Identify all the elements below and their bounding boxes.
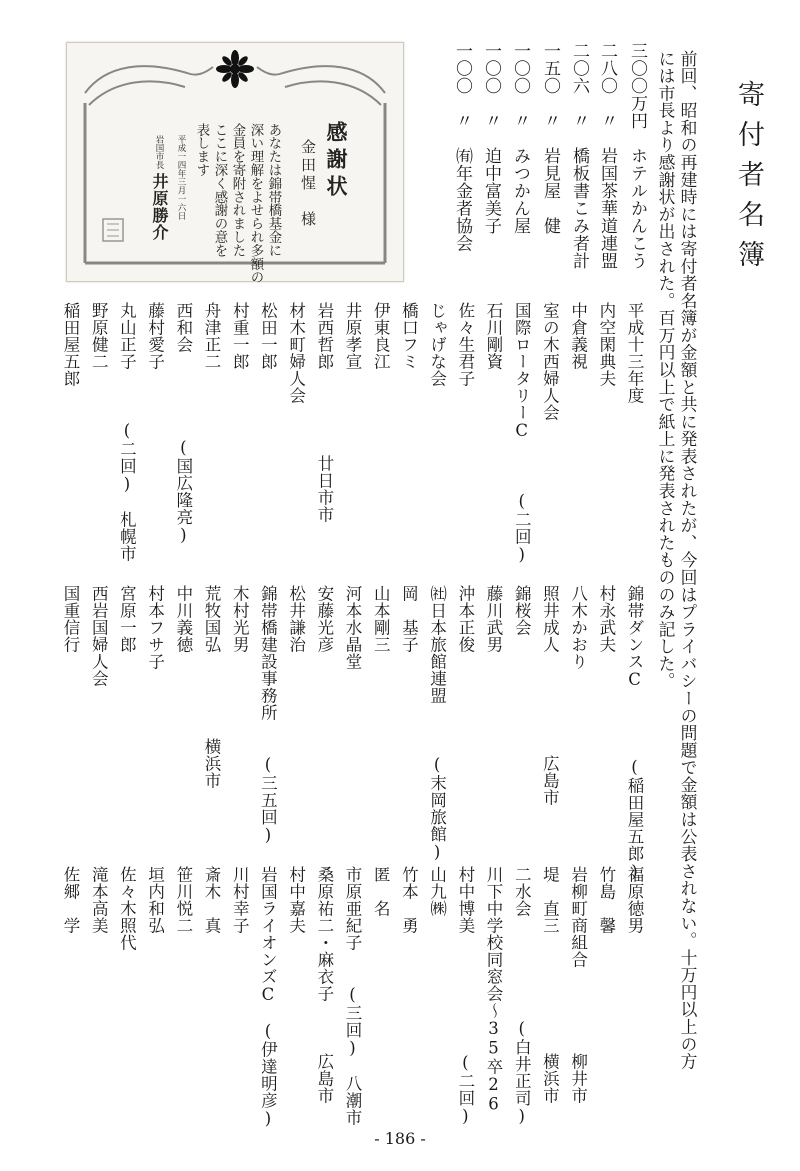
certificate-body-line: あなたは錦帯橋基金に (266, 123, 281, 257)
donor-entry: 丸山正子 (二回) 札幌市 (117, 302, 137, 562)
donor-entry: 橋口フミ (399, 302, 419, 370)
certificate-signer-role: 岩国市長 (154, 135, 164, 169)
donor-entry: じゃげな会 (427, 302, 447, 387)
donor-entry: 佐々木照代 (117, 866, 137, 951)
donor-entry: 藤川武男 (484, 585, 503, 653)
donor-entry: 荒牧国弘 横浜市 (202, 585, 221, 789)
donor-entry: ㈳日本旅館連盟 (末岡旅館) (427, 585, 447, 862)
donor-entry: 堤 直三 横浜市 (540, 866, 560, 1104)
donor-entry: 村重一郎 (230, 302, 250, 370)
donor-entry: 桑原祐二・麻衣子 広島市 (314, 866, 334, 1104)
donor-entry: 村永武夫 (596, 585, 616, 653)
donor-entry: 宮原一郎 (117, 585, 137, 653)
donor-entry: 竹島 馨 (596, 866, 616, 934)
donor-entry: 松田一郎 (258, 302, 278, 370)
donor-entry: 稲田屋五郎 (61, 302, 80, 387)
certificate-recipient: 金田惺 様 (299, 139, 317, 229)
page-title: 寄付者名簿 (733, 80, 764, 280)
certificate-body-line: ここに深く感謝の意を (212, 123, 227, 257)
donor-entry: 山本剛三 (371, 585, 391, 653)
donor-entry: 匿 名 (371, 866, 391, 917)
donor-entry: 沖本正俊 (455, 585, 475, 653)
certificate-image (66, 42, 404, 282)
donor-entry: 伊東良江 (371, 302, 391, 370)
donor-entry: 安藤光彦 (314, 585, 334, 653)
donor-entry: 野原健二 (89, 302, 109, 370)
donor-entry: 石川剛資 (484, 302, 503, 370)
donor-entry: 福原徳男 (625, 866, 644, 934)
donor-entry: 岡 基子 (399, 585, 419, 653)
donor-entry: 室の木西婦人会 (540, 302, 560, 421)
donor-entry: 国重信行 (61, 585, 80, 653)
intro-line-1: 前回、昭和の再建時には寄付者名簿が金額と共に発表されたが、今回はプライバシーの問題で金額は公表されない。十万円以上の方 (678, 50, 698, 1071)
donor-entry: 西岩国婦人会 (89, 585, 109, 687)
donor-entry: 二水会 (白井正司) (512, 866, 532, 1126)
donor-entry: 木村光男 (230, 585, 250, 653)
donor-entry: 藤村愛子 (145, 302, 165, 370)
donor-entry: 材木町婦人会 (286, 302, 306, 404)
donor-entry: 錦帯橋建設事務所 (三五回) (258, 585, 278, 845)
certificate-title: 感謝状 (324, 121, 349, 202)
donor-entry: 舟津正二 (202, 302, 221, 370)
intro-line-2: には市長より感謝状が出された。百万円以上で紙上に発表されたもののみ記した。 (656, 50, 676, 690)
donor-entry: 平成十三年度 (625, 302, 644, 404)
donor-entry: 中川義徳 (173, 585, 193, 653)
certificate-body-line: 表します (194, 123, 209, 177)
top-entry: 一〇〇 〃 ㈲年金者協会 (452, 42, 472, 252)
donor-entry: 岩西哲郎 廿日市市 (314, 302, 334, 523)
donor-entry: 垣内和弘 (145, 866, 165, 934)
donor-entry: 佐郷 学 (61, 866, 80, 934)
donor-entry: 市原亜紀子 (三回) 八潮市 (343, 866, 362, 1126)
top-entry: 一五〇 〃 岩見屋 健 (540, 42, 560, 235)
certificate-signer-name: 井原勝介 (150, 173, 169, 241)
donor-entry: 笹川悦二 (173, 866, 193, 934)
donor-entry: 中倉義視 (568, 302, 588, 370)
donor-entry: 西和会 (国広隆亮) (173, 302, 193, 545)
donor-entry: 内空閑典夫 (596, 302, 616, 387)
donor-entry: 井原孝宣 (343, 302, 362, 370)
top-entry: 三〇〇万円 ホテルかんこう (627, 42, 647, 270)
donor-entry: 河本水晶堂 (343, 585, 362, 670)
donor-entry: 錦帯ダンスC (稲田屋五郎) (625, 585, 644, 882)
donor-entry: 村本フサ子 (145, 585, 165, 670)
donor-entry: 村中博美 (二回) (455, 866, 475, 1126)
donor-entry: 岩柳町商組合 柳井市 (568, 866, 588, 1104)
top-entry: 一〇〇 〃 迫中富美子 (481, 42, 501, 235)
donor-entry: 村中嘉夫 (286, 866, 306, 934)
donor-entry: 川村幸子 (230, 866, 250, 934)
donor-entry: 川下中学校同窓会〜35卒26 (484, 866, 503, 1114)
page-number: - 186 - (374, 1129, 426, 1148)
top-entry: 二〇六 〃 橋板書こみ者計 (569, 42, 589, 270)
donor-entry: 佐々生君子 (455, 302, 475, 387)
top-entry: 二八〇 〃 岩国茶華道連盟 (597, 42, 617, 270)
donor-entry: 松井謙治 (286, 585, 306, 653)
donor-entry: 国際ロータリーC (二回) (512, 302, 532, 565)
donor-entry: 錦桜会 (512, 585, 532, 636)
certificate-body-line: 金員を寄附されました (230, 123, 245, 257)
donor-entry: 照井成人 広島市 (540, 585, 560, 806)
donor-entry: 斎木 真 (202, 866, 221, 934)
donor-entry: 岩国ライオンズC (伊達明彦) (258, 866, 278, 1129)
top-entry: 一〇〇 〃 みつかん屋 (510, 42, 530, 235)
certificate-date: 平成一四年三月一六日 (176, 135, 186, 220)
donor-entry: 滝本高美 (89, 866, 109, 934)
donor-entry: 八木かおり (568, 585, 588, 670)
certificate-body-line: 深い理解をよせられ多額の (248, 123, 263, 284)
donor-entry: 竹本 勇 (399, 866, 419, 934)
donor-entry: 山九㈱ (427, 866, 447, 917)
